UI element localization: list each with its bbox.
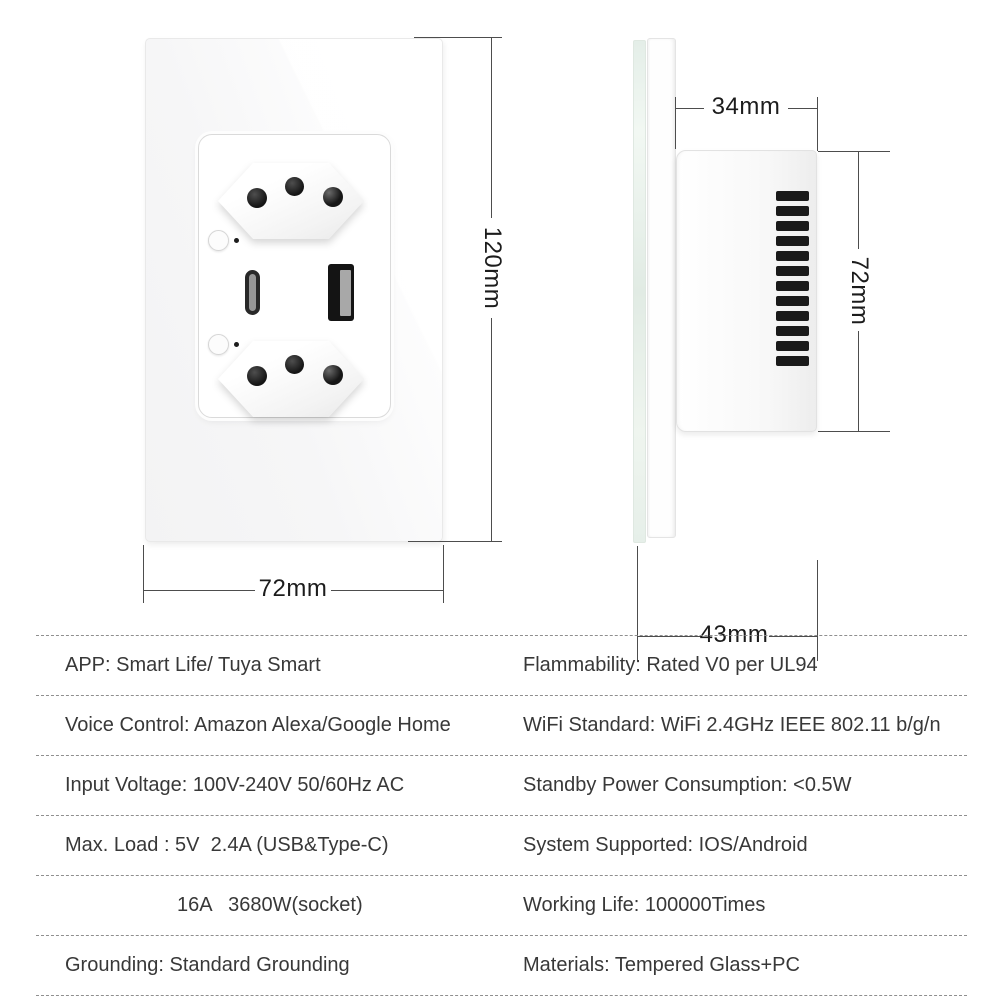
vent-slot <box>776 311 809 321</box>
socket-pin-hole-right <box>323 187 343 207</box>
vent-slot <box>776 281 809 291</box>
socket-pin-hole-center <box>285 355 304 374</box>
vent-slot <box>776 356 809 366</box>
vent-slot <box>776 236 809 246</box>
table-row <box>36 635 967 695</box>
spec-voice-control: Voice Control: Amazon Alexa/Google Home <box>65 714 451 736</box>
spec-system-supported: System Supported: IOS/Android <box>523 834 808 856</box>
dim-tick <box>414 37 502 38</box>
spec-grounding: Grounding: Standard Grounding <box>65 954 350 976</box>
vent-slots <box>776 191 809 371</box>
socket-pin-hole-left <box>247 366 267 386</box>
spec-max-load-socket: 16A 3680W(socket) <box>177 894 363 916</box>
socket-module <box>198 134 391 418</box>
usb-a-tongue <box>340 270 351 316</box>
side-top-depth-dimension-label: 34mm <box>711 93 781 120</box>
front-height-dimension-label: 120mm <box>479 226 506 310</box>
vent-slot <box>776 251 809 261</box>
touch-switch-top <box>208 230 229 251</box>
dim-tick <box>817 97 818 151</box>
spec-table <box>36 635 967 996</box>
spec-input-voltage: Input Voltage: 100V-240V 50/60Hz AC <box>65 774 405 796</box>
spec-app: APP: Smart Life/ Tuya Smart <box>65 654 321 676</box>
dim-line <box>491 318 492 541</box>
dim-tick <box>818 151 890 152</box>
dim-line <box>788 108 817 109</box>
table-row <box>36 875 967 935</box>
dim-tick <box>443 545 444 603</box>
side-panel-frame <box>647 38 676 538</box>
usb-a-port <box>328 264 354 321</box>
power-socket-top <box>218 163 364 239</box>
spec-wifi-standard: WiFi Standard: WiFi 2.4GHz IEEE 802.11 b/g/n <box>523 714 941 736</box>
dim-tick <box>675 97 676 149</box>
side-bottom-depth-dimension-label: 43mm <box>699 621 769 648</box>
vent-slot <box>776 296 809 306</box>
vent-slot <box>776 326 809 336</box>
side-glass-edge <box>633 40 646 543</box>
table-row <box>36 695 967 755</box>
power-socket-bottom <box>218 341 364 417</box>
dim-line <box>143 590 255 591</box>
dim-line <box>858 151 859 249</box>
vent-slot <box>776 266 809 276</box>
spec-materials: Materials: Tempered Glass+PC <box>523 954 800 976</box>
side-recessed-body <box>676 150 817 432</box>
front-wall-plate <box>145 38 443 542</box>
table-row <box>36 935 967 995</box>
usb-c-port <box>245 270 260 315</box>
table-row <box>36 815 967 875</box>
vent-slot <box>776 206 809 216</box>
side-height-dimension-label: 72mm <box>846 256 873 326</box>
socket-pin-hole-right <box>323 365 343 385</box>
dim-line <box>331 590 443 591</box>
dim-line <box>491 38 492 218</box>
vent-slot <box>776 191 809 201</box>
vent-slot <box>776 221 809 231</box>
vent-slot <box>776 341 809 351</box>
spec-standby-power: Standby Power Consumption: <0.5W <box>523 774 852 796</box>
spec-max-load-usb: Max. Load : 5V 2.4A (USB&Type-C) <box>65 834 389 856</box>
led-indicator-top <box>234 238 239 243</box>
spec-flammability: Flammability: Rated V0 per UL94 <box>523 654 818 676</box>
dim-tick <box>818 431 890 432</box>
dim-line <box>858 331 859 432</box>
table-row <box>36 755 967 815</box>
socket-pin-hole-left <box>247 188 267 208</box>
dim-tick <box>143 545 144 603</box>
dim-tick <box>408 541 502 542</box>
socket-pin-hole-center <box>285 177 304 196</box>
dim-line <box>676 108 704 109</box>
spec-working-life: Working Life: 100000Times <box>523 894 766 916</box>
front-width-dimension-label: 72mm <box>258 575 328 602</box>
